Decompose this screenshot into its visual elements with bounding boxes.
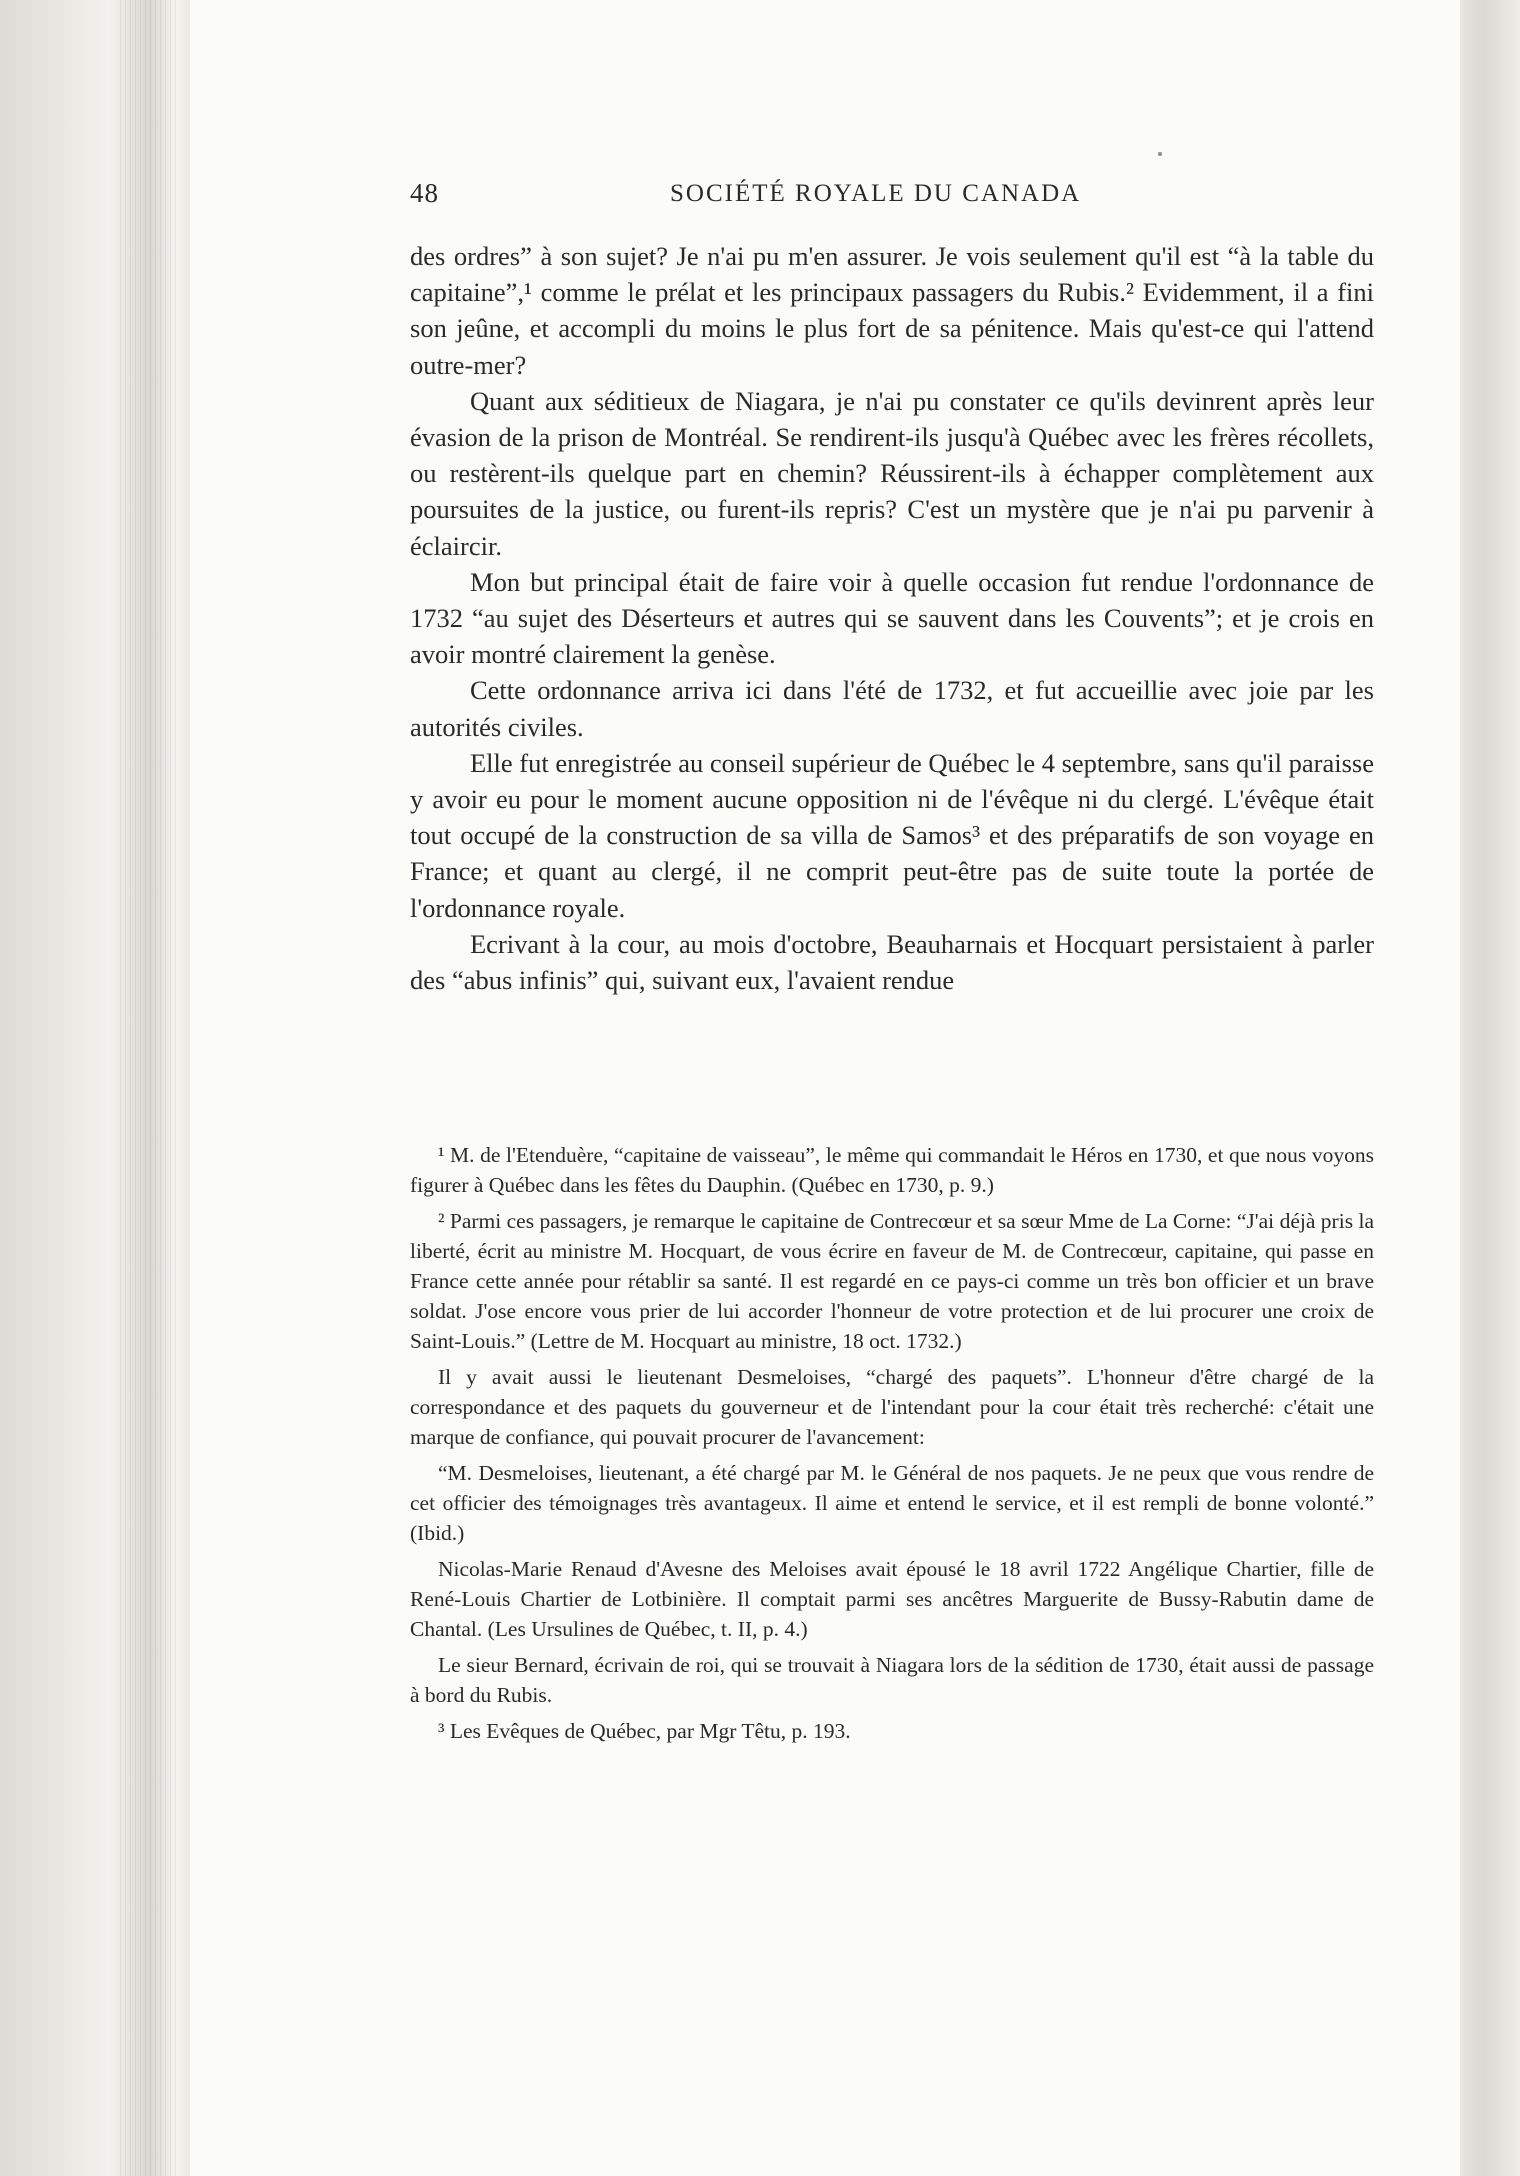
footnote-2-genealogy: Nicolas-Marie Renaud d'Avesne des Meloises avait épousé le 18 avril 1722 Angélique Chartier, fille de René-Louis Chartier de Lotbinière. Il comptait parmi ses ancêtres Marguerite de Bussy-Rabutin dame de Chantal. (Les Ursulines de Québec, t. II, p. 4.) — [410, 1557, 1374, 1641]
journal-title: SOCIÉTÉ ROYALE DU CANADA — [670, 180, 1082, 207]
footnote-2-bernard: Le sieur Bernard, écrivain de roi, qui se trouvait à Niagara lors de la sédition de 1730, était aussi de passage à bord du Rubis. — [410, 1653, 1374, 1707]
footnotes — [410, 1140, 1374, 1752]
paragraph-6: Ecrivant à la cour, au mois d'octobre, Beauharnais et Hocquart persistaient à parler des “abus infinis” qui, suivant eux, l'avaient rendue — [410, 928, 1374, 996]
footnote-2: ² Parmi ces passagers, je remarque le capitaine de Contrecœur et sa sœur Mme de La Corne: “J'ai déjà pris la liberté, écrit au ministre M. Hocquart, de vous écrire en faveur de M. de Contrecœur, capitaine, qui passe en France cette année pour rétablir sa santé. Il est regardé en ce pays-ci comme un très bon officier et un brave soldat. J'ose encore vous prier de lui accorder l'honneur de votre protection et de lui procurer une croix de Saint-Louis.” (Lettre de M. Hocquart au ministre, 18 oct. 1732.) — [410, 1209, 1374, 1353]
book-right-edge — [1460, 0, 1520, 2176]
paragraph-3: Mon but principal était de faire voir à quelle occasion fut rendue l'ordonnance de 1732 “au sujet des Déserteurs et autres qui se sauvent dans les Couvents”; et je crois en avoir montré clairement la genèse. — [410, 566, 1374, 670]
running-head — [410, 178, 1385, 218]
page-number: 48 — [410, 178, 439, 208]
paper-speck — [1158, 152, 1162, 156]
footnote-2-continued-desmeloises: Il y avait aussi le lieutenant Desmeloises, “chargé des paquets”. L'honneur d'être chargé de la correspondance et des paquets du gouverneur et de l'intendant pour la cour était très recherché: c'était une marque de confiance, qui pouvait procurer de l'avancement: — [410, 1365, 1374, 1449]
paragraph-1: des ordres” à son sujet? Je n'ai pu m'en assurer. Je vois seulement qu'il est “à la table du capitaine”,¹ comme le prélat et les principaux passagers du Rubis.² Evidemment, il a fini son jeûne, et accompli du moins le plus fort de sa pénitence. Mais qu'est-ce qui l'attend outre-mer? — [410, 241, 1374, 380]
page-edge-lines — [120, 0, 180, 2176]
paragraph-5: Elle fut enregistrée au conseil supérieur de Québec le 4 septembre, sans qu'il paraisse y avoir eu pour le moment aucune opposition ni de l'évêque ni du clergé. L'évêque était tout occupé de la construction de sa villa de Samos³ et des préparatifs de son voyage en France; et quant au clergé, il ne comprit peut-être pas de suite toute la portée de l'ordonnance royale. — [410, 747, 1374, 923]
footnote-1: ¹ M. de l'Etenduère, “capitaine de vaisseau”, le même qui commandait le Héros en 1730, et que nous voyons figurer à Québec dans les fêtes du Dauphin. (Québec en 1730, p. 9.) — [410, 1143, 1374, 1197]
paragraph-2: Quant aux séditieux de Niagara, je n'ai pu constater ce qu'ils devinrent après leur évasion de la prison de Montréal. Se rendirent-ils jusqu'à Québec avec les frères récollets, ou restèrent-ils quelque part en chemin? Réussirent-ils à échapper complètement aux poursuites de la justice, ou furent-ils repris? C'est un mystère que je n'ai pu parvenir à éclaircir. — [410, 385, 1374, 561]
main-text — [410, 238, 1374, 998]
footnote-3: ³ Les Evêques de Québec, par Mgr Têtu, p. 193. — [438, 1719, 851, 1743]
footnote-2-quotation: “M. Desmeloises, lieutenant, a été chargé par M. le Général de nos paquets. Je ne peux que vous rendre de cet officier des témoignages très avantageux. Il aime et entend le service, et il est rempli de bonne volonté.” (Ibid.) — [410, 1461, 1374, 1545]
paragraph-4: Cette ordonnance arriva ici dans l'été de 1732, et fut accueillie avec joie par les autorités civiles. — [410, 675, 1374, 742]
